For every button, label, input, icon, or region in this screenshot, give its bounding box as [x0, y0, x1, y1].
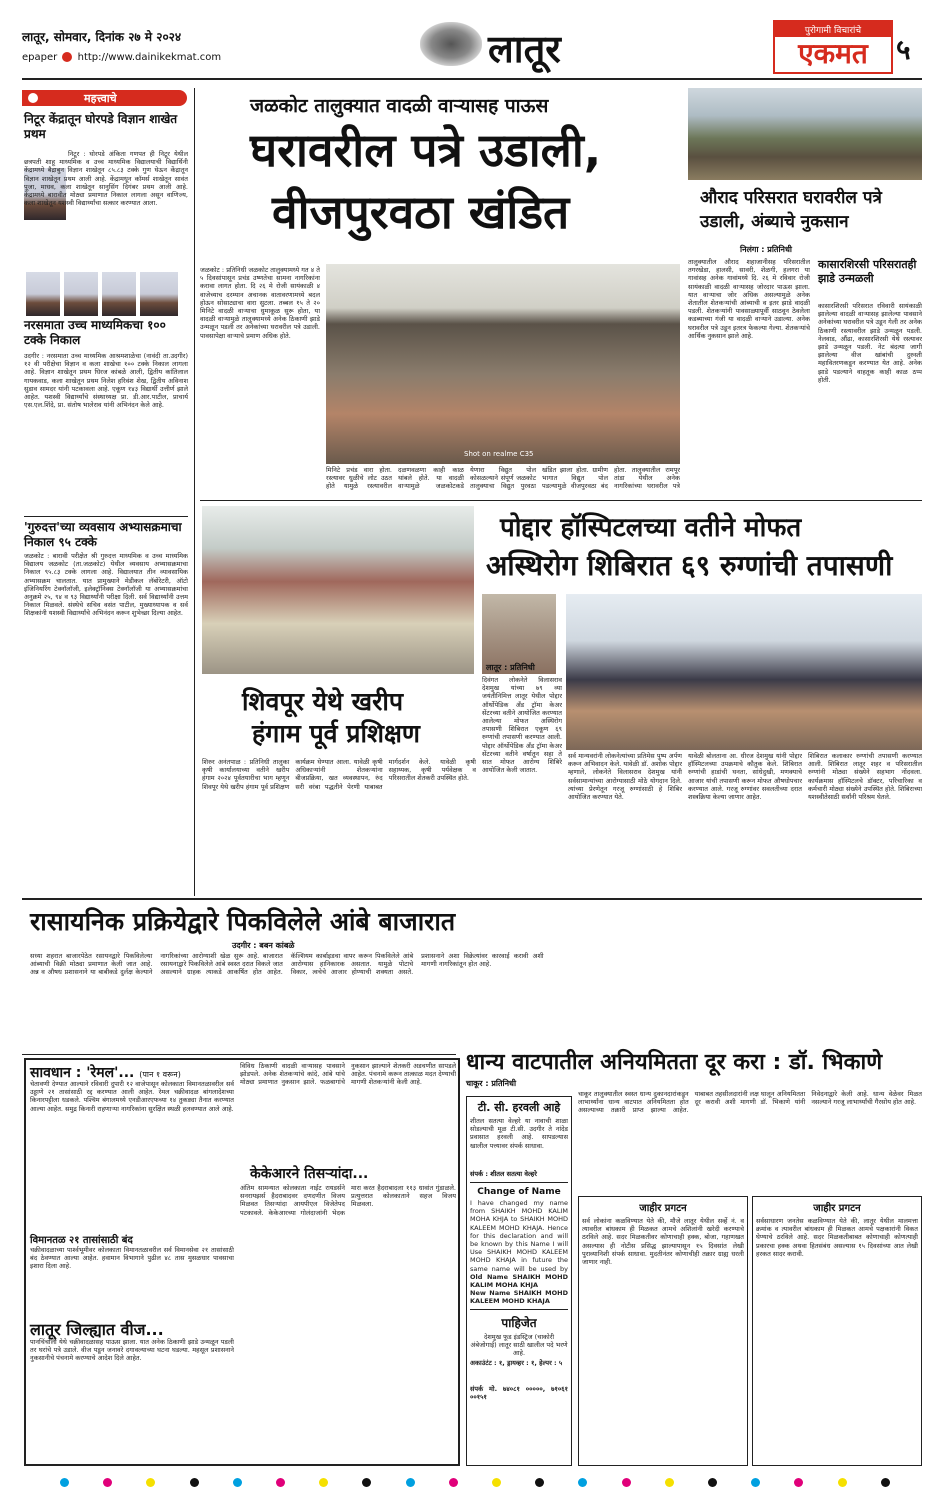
- sidebar-badge: [22, 90, 187, 106]
- mango-bottom-rule: [22, 1054, 456, 1055]
- kasar-body: कासारशिरसी परिसरात रविवारी सायंकाळी झालेल्या वादळी वाऱ्यासह झालेल्या पावसाने अनेकांच्या घरावरील पत्रे उडून गेली तर अनेक ठिकाणी रस्त्यावरील झाडे उन्मळून पडली. नेलवाड, औंढा, कासारशिरसी येथे रस्त्यावर झाडे उन्मळून पडली. नेट बंदत्या जागी झालेल्या वीज खांबांची दुरुस्ती महावितरणकडून करण्यात येत आहे. अनेक झाडे पडल्याने वाहतूक काही काळ ठप्प होती.: [818, 302, 922, 384]
- shivpur-headline-1: शिवपूर येथे खरीप: [242, 687, 404, 716]
- latur-vij-headline: लातूर जिल्ह्यात वीज...: [30, 1320, 164, 1339]
- old-name: Old Name SHAIKH MOHD KALIM MOHA KHJA: [470, 1273, 568, 1289]
- badge-label: महत्त्वाचे: [84, 92, 117, 105]
- kkr-body: अंतिम सामन्यात कोलकाता नाईट रायडर्सने सनरायझर्स हैदराबादवर दणदणीत विजय मिळवत तिसऱ्यांदा आयपीएल विजेतेपद पटकावले. केकेआरच्या गोलंदाजांनी भेदक मारा करत हैदराबादला ११३ धावांत गुंडाळले. प्रत्युत्तरात कोलकाताने सहज विजय मिळवला.: [240, 1184, 456, 1217]
- district-map-icon: [420, 22, 482, 66]
- reg-dot: [535, 1478, 544, 1487]
- reg-dot: [578, 1478, 587, 1487]
- classified-column: [466, 1096, 572, 1466]
- reg-dot: [146, 1478, 155, 1487]
- reg-dot: [492, 1478, 501, 1487]
- reg-dot: [794, 1478, 803, 1487]
- aurad-byline: निलंगा : प्रतिनिधी: [740, 245, 792, 254]
- reg-dot: [190, 1478, 199, 1487]
- shivpur-headline-2: हंगाम पूर्व प्रशिक्षण: [252, 719, 420, 748]
- student-photo-3: [64, 272, 98, 316]
- public-notice-1-body: सर्व लोकांना कळविण्यात येते की, मौजे लातूर येथील सर्व्हे नं. व त्यावरील बांधकाम ही मिळकत आमचे अशिलांनी खरेदी करण्याचे ठरविले आहे. सदर मिळकतीवर कोणाचाही हक्क, बोजा, गहाणखत असल्यास ही नोटीस प्रसिद्ध झाल्यापासून १५ दिवसांत लेखी पुराव्यानिशी संपर्क साधावा. मुदतीनंतर कोणाचीही तक्रार ग्राह्य धरली जाणार नाही.: [582, 1217, 744, 1267]
- training-photo: [202, 506, 474, 674]
- remal-continued: (पान १ वरून): [139, 1070, 181, 1079]
- student-photo-4: [102, 272, 136, 316]
- section-title: लातूर: [488, 27, 561, 71]
- lost-tc-body: शीतल सतत्या वेल्हरे या नावाची शाळा सोडल्याची मूळ टी.सी. उदगीर ते नांदेड प्रवासात हरवली आहे. सापडल्यास खालील पत्त्यावर संपर्क साधावा.: [470, 1117, 568, 1150]
- epaper-line: [22, 52, 221, 63]
- wanted-title: पाहिजेत: [501, 1316, 537, 1330]
- public-notice-1: [578, 1196, 748, 1466]
- mango-byline: उदगीर : बबन कांबळे: [232, 941, 295, 950]
- lead-bottom-rule: [200, 500, 922, 501]
- reg-dot: [881, 1478, 890, 1487]
- mid-cont-body: विविध ठिकाणी वादळी वाऱ्यासह पावसाने झोडपले. अनेक शेतकऱ्यांचे कांदे, आंबे यांचे मोठ्या प्रमाणात नुकसान झाले. फळबागांचे नुकसान झाल्याने शेतकरी अडचणीत सापडले आहेत. पंचनामे करून तात्काळ मदत देण्याची मागणी शेतकऱ्यांनी केली आहे.: [240, 1062, 456, 1087]
- mid-rule: [22, 898, 922, 900]
- badge-icon: [28, 93, 38, 103]
- brand-name: एकमत: [798, 37, 868, 70]
- public-notice-1-title: जाहीर प्रगटन: [639, 1203, 687, 1214]
- poddar-headline-2: अस्थिरोग शिबिरात ६९ रुग्णांची तपासणी: [486, 549, 893, 582]
- poddar-col1: दिवंगत लोकनेते विलासराव देशमुख यांच्या ७९ व्या जयंतीनिमित्त लातूर येथील पोद्दार ऑर्थोपेडिक अँड ट्रॉमा केअर सेंटरच्या वतीने आयोजित करण्यात आलेल्या मोफत अस्थिरोग तपासणी शिबिरात एकूण ६९ रुग्णांची तपासणी करण्यात आली. पोद्दार ऑर्थोपेडिक अँड ट्रॉमा केअर सेंटरच्या वतीने वर्षातून सहा ते सात मोफत आरोग्य शिबिरे आयोजित केली जातात.: [482, 676, 562, 775]
- reg-dot: [233, 1478, 242, 1487]
- lead-col1: जळकोट : प्रतिनिधी जळकोट तालुक्यामध्ये गत ४ ते ५ दिवसांपासून प्रचंड उष्णतेचा सामना नागरिकांना करावा लागत होता. दि २६ मे रोजी सायंकाळी ४ वाजेच्याच दरम्यान अचानक वातावरणामध्ये बदल होऊन सोसाट्याचा वारा सुटला. तब्बल १५ ते २० मिनिटे वादळी वाऱ्याचा धुमाकूळ सुरू होता, या वादळी वाऱ्यामुळे तालुक्यामध्ये अनेक ठिकाणी झाडे उन्मळून पडली तर अनेकांच्या घरावरील पत्रे उडाली. पावसापेक्षा वाऱ्याचे प्रमाण अधिक होते.: [200, 266, 320, 340]
- reg-dot: [276, 1478, 285, 1487]
- reg-dot: [751, 1478, 760, 1487]
- page-number: ५: [896, 33, 911, 66]
- color-registration-bar: [60, 1478, 890, 1488]
- kasar-title: कासारशिरसी परिसरातही झाडे उन्मळली: [818, 258, 917, 285]
- lost-tc-contact: संपर्क : शीतल सतत्या वेल्हरे: [470, 1170, 537, 1178]
- bottom-left-box: [24, 1058, 460, 1466]
- epaper-label: epaper: [22, 52, 58, 63]
- camp-inauguration-photo: [566, 594, 922, 750]
- public-notice-2-body: सर्वसाधारण जनतेस कळविण्यात येते की, लातूर येथील मालमत्ता क्रमांक व त्यावरील बांधकाम ही मिळकत आमचे पक्षकारांनी विकत घेण्याचे ठरविले आहे. सदर मिळकतीबाबत कोणाचाही कोणत्याही प्रकारचा हक्क अथवा हितसंबंध असल्यास १५ दिवसांच्या आत लेखी हरकत सादर करावी.: [756, 1217, 918, 1258]
- poddar-col4: शिबिरात कलाकार रुग्णांची तपासणी करण्यात आली. शिबिरात लातूर शहर व परिसरातील रुग्णांनी मोठ्या संख्येने सहभाग नोंदवला. कार्यक्रमास हॉस्पिटलचे डॉक्टर, परिचारिका व कर्मचारी मोठ्या संख्येने उपस्थित होते. शिबिराच्या यशस्वीतेसाठी सर्वांनी परिश्रम घेतले.: [808, 752, 922, 802]
- sidebar-divider: [24, 516, 188, 517]
- reg-dot: [838, 1478, 847, 1487]
- new-name: New Name SHAIKH MOHD KALEEM MOHD KHAJA: [470, 1289, 568, 1305]
- poddar-headline-1: पोद्दार हॉस्पिटलच्या वतीने मोफत: [500, 513, 802, 543]
- poddar-col2: सर्व मान्यवरांनी लोकनेत्यांच्या प्रतिमेस पुष्प अर्पण करून अभिवादन केले. यावेळी डॉ. अशोक पोद्दार म्हणाले, लोकनेते विलासराव देशमुख यांनी सर्वसामान्यांच्या आरोग्यासाठी मोठे योगदान दिले. त्यांच्या प्रेरणेतून गरजू रुग्णांसाठी हे शिबिर आयोजित करण्यात येते.: [568, 752, 682, 802]
- student-photo-2: [26, 272, 60, 316]
- mango-body: सध्या शहरात बाजारपेठेत रसायनद्वारे पिकविलेल्या आंब्याची विक्री मोठ्या प्रमाणात केली जात आहे. अन्न व औषध प्रशासनाने या बाबीकडे दुर्लक्ष केल्याने नागरिकांच्या आरोग्याशी खेळ सुरू आहे. बाजारात रसायनाद्वारे पिकविलेले आंबे स्वस्त दरात विकले जात असल्याने ग्राहक त्याकडे आकर्षित होत आहेत. कॅल्शियम कार्बाइडचा वापर करून पिकविलेले आंबे आरोग्यास हानिकारक असतात. यामुळे पोटाचे विकार, त्वचेचे आजार होण्याची शक्यता असते. प्रशासनाने अशा विक्रेत्यांवर कारवाई करावी अशी मागणी नागरिकांतून होत आहे.: [30, 952, 544, 977]
- reg-dot: [406, 1478, 415, 1487]
- kkr-headline: केकेआरने तिसऱ्यांदा...: [250, 1166, 369, 1182]
- shivpur-body: शिरुर अनंतपाळ : प्रतिनिधी तालुका कृषी कार्यालयाच्या वतीने खरीप हंगाम २०२४ पूर्वतयारीचा भाग म्हणून शिवपूर येथे खरीप हंगाम पूर्व प्रशिक्षण कार्यक्रम घेण्यात आला. यावेळी कृषी अधिकाऱ्यांनी शेतकऱ्यांना बीजप्रक्रिया, खत व्यवस्थापन, रुंद सरी वरंबा पद्धतीने पेरणी याबाबत मार्गदर्शन केले. यावेळी कृषी सहाय्यक, कृषी पर्यवेक्षक व परिसरातील शेतकरी उपस्थित होते.: [202, 758, 476, 791]
- dateline: लातूर, सोमवार, दिनांक २७ मे २०२४: [22, 30, 182, 44]
- lost-tc-title: टी. सी. हरवली आहे: [477, 1101, 561, 1114]
- sidebar-story2-body: उदगीर : नरसमाता उच्च माध्यमिक आश्रमशाळेचा (नावंदी ता.उदगीर) १२ वी परीक्षेचा विज्ञान व कला शाखेचा १०० टक्के निकाल लागला आहे. विज्ञान शाखेतून प्रथम धिरज कांबळे आली, द्वितीय कांतिलाल गायकवाड, कला शाखेतून प्रथम निलेश हरिवंश शेख, द्वितीय अविनाश सुडाव सामदर यांनी पटकावला आहे. एकूण १४३ विद्यार्थी उत्तीर्ण झाले आहेत. यशस्वी विद्यार्थ्यांचे संस्थाध्यक्ष प्रा. डी.आर.पाटील, प्राचार्य एस.एल.शिंदे, प्रा. संतोष भालेराव यांनी अभिनंदन केले आहे.: [24, 352, 188, 410]
- wanted-list: अकाउंटंट : १, ड्रायव्हर : १, हेल्पर : ५: [470, 1359, 563, 1367]
- epaper-url[interactable]: http://www.dainikekmat.com: [77, 52, 222, 63]
- lead-kicker: जळकोट तालुक्यात वादळी वाऱ्यासह पाऊस: [250, 95, 549, 117]
- brand-tagline: पुरोगामी विचारांचे: [775, 22, 891, 37]
- public-notice-2-title: जाहीर प्रगटन: [813, 1203, 861, 1214]
- lead-headline-1: घरावरील पत्रे उडाली,: [250, 123, 602, 177]
- lead-headline-2: वीजपुरवठा खंडित: [272, 185, 570, 239]
- remal-subhead: विमानतळ २१ तासांसाठी बंद: [30, 1235, 133, 1246]
- reg-dot: [708, 1478, 717, 1487]
- remal-sub-body: चक्रीवादळाच्या पार्श्वभूमीवर कोलकाता विमानतळावरील सर्व विमानसेवा २१ तासांसाठी बंद ठेवण्यात आल्या आहेत. हवामान विभागाने पुढील ४८ तास मुसळधार पावसाचा इशारा दिला आहे.: [30, 1246, 234, 1271]
- remal-body: चेतावणी देण्यात आल्याने रविवारी दुपारी १२ वाजेपासून कोलकाता विमानतळावरील सर्व उड्डाणे २१ तासांसाठी रद्द करण्यात आली आहेत. रेमल चक्रीवादळ बांगलादेशच्या किनारपट्टीला धडकले. पश्चिम बंगालमध्ये एनडीआरएफच्या १४ तुकड्या तैनात करण्यात आल्या आहेत. समुद्र किनारी राहणाऱ्या नागरिकांना सुरक्षित स्थळी हलवण्यात आले आहे.: [30, 1080, 234, 1113]
- sidebar-story1-body: निटूर : घोरपडे अंकिता गणपत ही निटूर येथील छत्रपती शाहू माध्यमिक व उच्च माध्यमिक विद्यालयाची विद्यार्थिनी केंद्रामध्ये बैद्राबुन विज्ञान शाखेतून ८५.८३ टक्के गुण घेऊन केंद्रातून विज्ञान शाखेतून प्रथम आली आहे. केंद्रामधून कॉमर्स शाखेतून सावंत पूजा, माधव, कला शाखेतून सानुसिंग दिगंबर प्रथम आली आहे. केंद्रामध्ये बारावीत मोठ्या प्रमाणात निकाल लागला असून वाणिज्य, कला शाखेतून यशस्वी विद्यार्थ्यांचा सत्कार करण्यात आला.: [24, 150, 188, 208]
- sidebar-story2-title: नरसमाता उच्च माध्यमिकचा १०० टक्के निकाल: [24, 318, 166, 347]
- reg-dot: [665, 1478, 674, 1487]
- name-change-body: I have changed my name from SHAIKH MOHD KALIM MOHA KHJA to SHAIKH MOHD KALEEM MOHD KHAJA. Hence for this declaration and will be known by this Name I will Use SHAIKH MOHD KALEEM MOHD KHAJA in future the same name will be used by: [470, 1199, 568, 1273]
- latur-vij-body: पानचिंचोली येथे चक्रीवादळासह पाऊस झाला. यात अनेक ठिकाणी झाडे उन्मळून पडली तर घरांचे पत्रे उडाले. वीज पडून जनावरे दगावल्याच्या घटना घडल्या. महसूल प्रशासनाने नुकसानीचे पंचनामे करण्याचे आदेश दिले आहेत.: [30, 1338, 234, 1363]
- storm-photo: [688, 88, 922, 180]
- reg-dot: [449, 1478, 458, 1487]
- globe-icon: [62, 52, 72, 62]
- student-photo-5: [140, 272, 178, 316]
- dhanya-byline: चाकूर : प्रतिनिधी: [466, 1079, 517, 1088]
- photo-watermark: Shot on realme C35: [464, 450, 534, 458]
- reg-dot: [362, 1478, 371, 1487]
- poddar-byline: लातूर : प्रतिनिधी: [486, 663, 535, 672]
- wanted-contact: संपर्क मो. ७४०८१ ०००००, ७१०६१ ००१५१: [470, 1385, 568, 1402]
- reg-dot: [103, 1478, 112, 1487]
- roof-damage-photo: [326, 264, 680, 464]
- dhanya-headline: धान्य वाटपातील अनियमितता दूर करा : डॉ. भिकाणे: [466, 1050, 883, 1075]
- reg-dot: [60, 1478, 69, 1487]
- public-notice-2: [752, 1196, 922, 1466]
- dhanya-body: चाकूर तालुक्यातील स्वस्त धान्य दुकानदारांकडून लाभार्थ्यांना धान्य वाटपात अनियमितता होत असल्याच्या तक्रारी प्राप्त झाल्या आहेत. याबाबत तहसीलदारांनी लक्ष घालून अनियमितता दूर करावी अशी मागणी डॉ. भिकाणे यांनी निवेदनाद्वारे केली आहे. धान्य वेळेवर मिळत नसल्याने गरजू लाभार्थ्यांची गैरसोय होत आहे.: [578, 1090, 922, 1115]
- sidebar-story3-title: 'गुरुदत्त'च्या व्यवसाय अभ्यासक्रमाचा निकाल ९५ टक्के: [24, 520, 182, 549]
- lead-col2: मिनिटे प्रचंड वारा होता. रस्त्यावर धुळीचे लोट उठत होते यामुळे रस्त्यावरील दळणवळणा काही काळ थांबले होते. या वादळी वाऱ्यामुळे जळकोटकडे येणारा विद्युत पोल कोसळल्याने संपूर्ण जळकोट तालुक्याचा विद्युत पुरवठा खंडित झाला होता. ग्रामीण भागात विद्युत पोल पडल्यामुळे वीजपुरवठा बंद होता. तालुक्यातील रामपूर तांडा येथील अनेक नागरिकांच्या घरावरील पत्रे: [326, 466, 680, 491]
- sidebar-story3-body: जळकोट : बारावी परीक्षेत श्री गुरुदत्त माध्यमिक व उच्च माध्यमिक विद्यालय जळकोट (ता.जळकोट) येथील व्यवसाय अभ्यासक्रमाचा निकाल ९५.८३ टक्के लागला आहे. विद्यालयात तीन व्यावसायिक अभ्यासक्रम चालतात. यात प्रामुख्याने मेडीकल लॅबोरेटरी, ऑटो इंजिनियरिंग टेक्नॉलॉजी, इलेक्ट्रॉनिक्स टेक्नॉलॉजी या अभ्यासक्रमांचा अनुक्रमे २५, ९४ व ९३ विद्यार्थ्यांनी परीक्षा दिली. सर्व विद्यार्थ्यांनी उत्तम निकाल मिळवले. संस्थेचे सचिव वसंत पाटील, मुख्याध्यापक व सर्व शिक्षकांनी यशस्वी विद्यार्थ्यांचे अभिनंदन करून शुभेच्छा दिल्या आहेत.: [24, 552, 188, 618]
- sidebar-story1-title: निटूर केंद्रातून घोरपडे विज्ञान शाखेत प्रथम: [24, 112, 178, 141]
- sidebar-vertical-rule: [194, 88, 195, 896]
- aurad-headline: औराद परिसरात घरावरील पत्रे उडाली, अंब्याचे नुकसान: [700, 188, 882, 232]
- reg-dot: [319, 1478, 328, 1487]
- aurad-body: तालुक्यातील औराद शहाजानीसह परिसरातील तगरखेडा, हालसी, सावरी, शेळगी, हलगरा या गावांसह अनेक गावांमध्ये दि. २६ मे रविवार रोजी सायंकाळी वादळी वाऱ्यासह जोरदार पाऊस झाला. यात वाऱ्याचा जोर अधिक असल्यामुळे अनेक शेतातील शेतकऱ्यांची आंब्याची व इतर झाडे वादळी पडली. शेतकऱ्यांनी पावसाळ्यापूर्वी साठवून ठेवलेला कडब्याच्या गंजी या वादळी वाऱ्याने उडाल्या. अनेक घरावरील पत्रे उडून इतरत्र फेकल्या गेल्या. शेतकऱ्यांचे आर्थिक नुकसान झाले आहे.: [688, 258, 810, 340]
- wanted-body: देशमुख फूड इंडस्ट्रिज (चाकोरी अंबेजोगाई) लातूर साठी खालील पदे भरणे आहे.: [470, 1333, 568, 1358]
- poddar-col3: यावेळी बोलताना आ. धीरज देशमुख यांनी पोद्दार हॉस्पिटलच्या उपक्रमाचे कौतुक केले. शिबिरात रुग्णांची हाडांची घनता, सांधेदुखी, मणक्याचे आजार यांची तपासणी करून मोफत औषधोपचार करण्यात आले. गरजू रुग्णांवर सवलतीच्या दरात शस्त्रक्रिया केल्या जाणार आहेत.: [688, 752, 802, 802]
- mango-headline: रासायनिक प्रक्रियेद्वारे पिकविलेले आंबे बाजारात: [30, 907, 456, 936]
- name-change-title: Change of Name: [477, 1187, 561, 1197]
- masthead-rule: [22, 78, 922, 80]
- reg-dot: [622, 1478, 631, 1487]
- remal-title: सावधान : 'रेमल'...: [30, 1065, 140, 1081]
- brand-logo: [773, 20, 893, 74]
